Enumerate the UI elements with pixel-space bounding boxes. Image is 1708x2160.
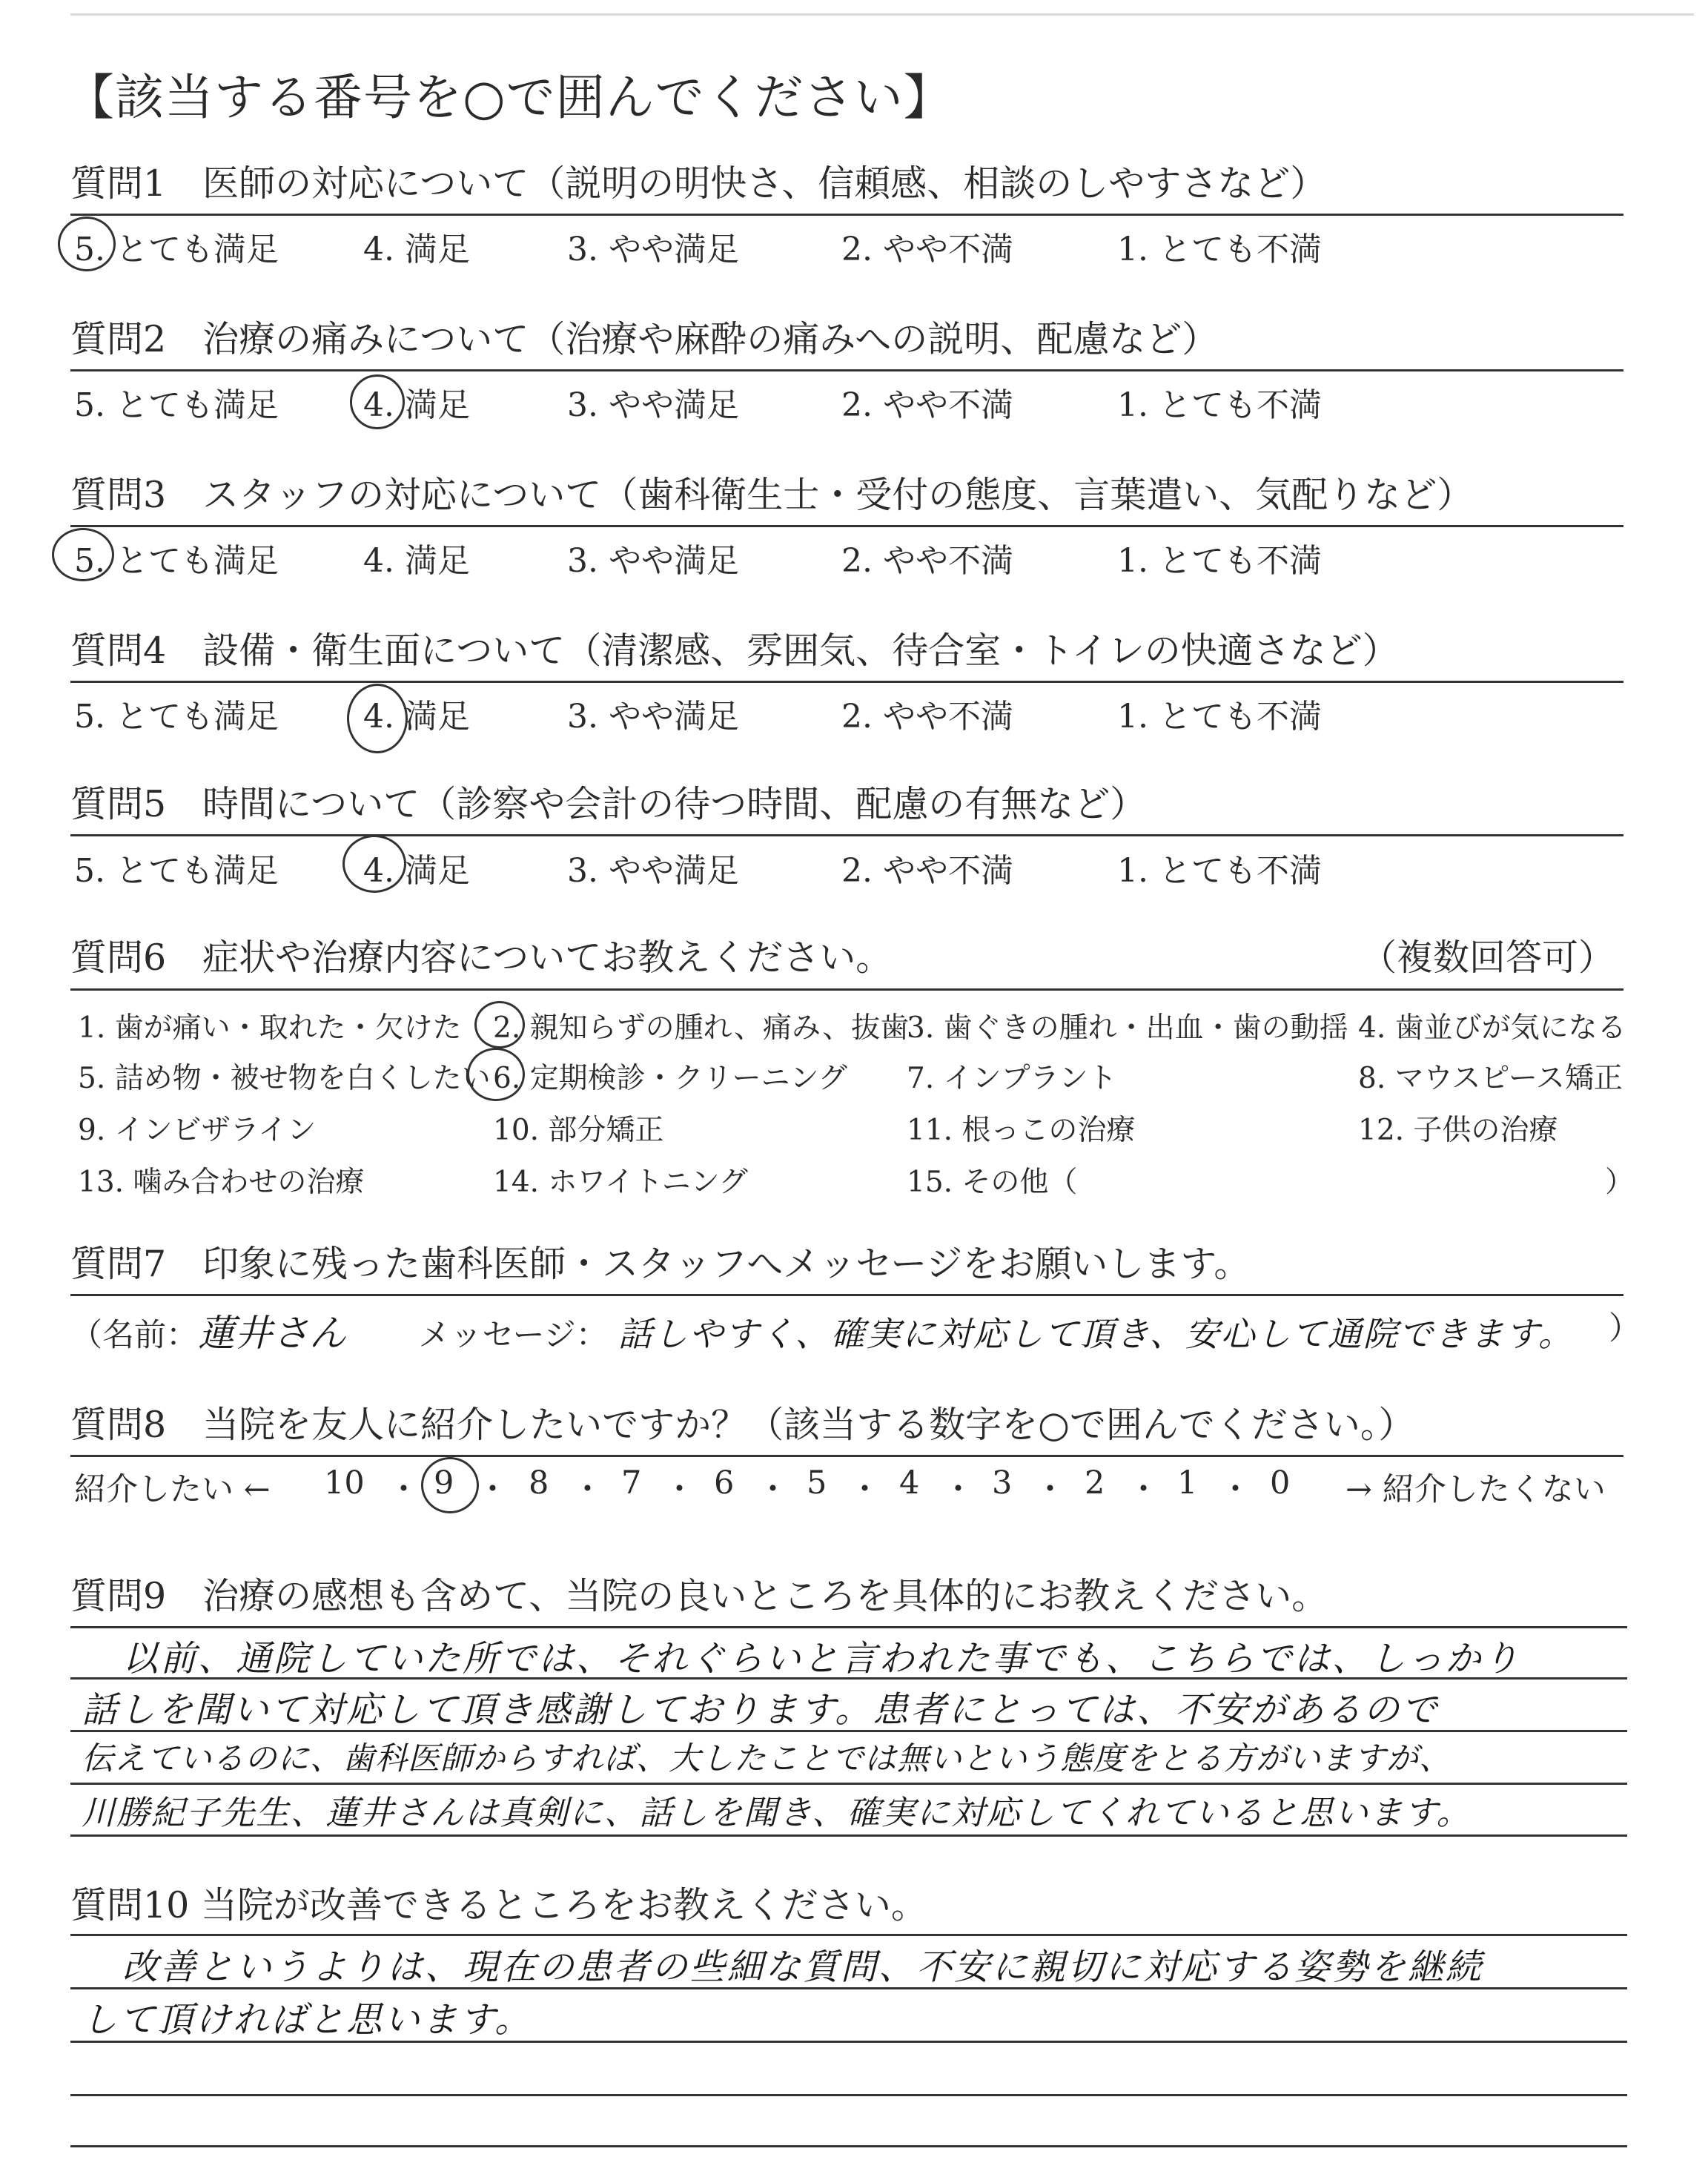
q6-option-5[interactable]: 5. 詰め物・被せ物を白くしたい [78,1062,491,1095]
q6-option-10[interactable]: 10. 部分矯正 [493,1114,664,1147]
q6-option-7[interactable]: 7. インプラント [907,1062,1117,1095]
scale-number-7[interactable]: 7 [621,1464,642,1502]
answer-rule [70,1934,1627,1936]
question-1-title: 質問1 医師の対応について（説明の明快さ、信頼感、相談のしやすさなど） [70,162,1327,205]
question-2 [70,317,1627,362]
answer-rule [70,1626,1627,1628]
option-2[interactable]: 2. やや不満 [841,852,1013,890]
option-3[interactable]: 3. やや満足 [567,698,739,736]
scale-dot: ・ [757,1471,789,1508]
question-4 [70,629,1627,673]
selection-circle [474,1001,525,1048]
option-1[interactable]: 1. とても不満 [1117,542,1322,580]
question-7-rule [70,1294,1623,1296]
q6-option-2[interactable]: 2. 親知らずの腫れ、痛み、抜歯 [493,1011,910,1045]
scale-number-0[interactable]: 0 [1270,1464,1291,1502]
scale-dot: ・ [1128,1471,1159,1508]
option-1[interactable]: 1. とても不満 [1117,386,1322,424]
option-4[interactable]: 4. 満足 [363,386,470,424]
question-5-rule [70,834,1623,836]
scale-left-label: 紹介したい ← [74,1471,271,1508]
question-10-title: 質問10 当院が改善できるところをお教えください。 [70,1884,927,1926]
question-10 [70,1883,1627,1928]
scale-dot: ・ [477,1471,509,1508]
q6-option-14[interactable]: 14. ホワイトニング [493,1166,748,1199]
selection-circle [58,217,116,271]
q6-option-15-close: ） [1605,1166,1635,1199]
option-2[interactable]: 2. やや不満 [841,542,1013,580]
option-5[interactable]: 5. とても満足 [74,698,279,736]
answer-9-line-2[interactable]: 話しを聞いて対応して頂き感謝しております。患者にとっては、不安があるので [82,1689,1440,1731]
question-7 [70,1242,1627,1287]
question-9-title: 質問9 治療の感想も含めて、当院の良いところを具体的にお教えください。 [70,1575,1328,1617]
scale-dot: ・ [849,1471,881,1508]
scale-dot: ・ [663,1471,695,1508]
scale-number-5[interactable]: 5 [807,1464,827,1502]
scale-number-10[interactable]: 10 [324,1464,365,1502]
option-1[interactable]: 1. とても不満 [1117,852,1322,890]
option-3[interactable]: 3. やや満足 [567,386,739,424]
q6-option-12[interactable]: 12. 子供の治療 [1358,1114,1558,1147]
option-4[interactable]: 4. 満足 [363,698,470,736]
scale-right-label: → 紹介したくない [1345,1471,1606,1508]
option-5[interactable]: 5. とても満足 [74,386,279,424]
question-7-message-line [70,1304,1627,1357]
q6-option-4[interactable]: 4. 歯並びが気になる [1358,1011,1626,1045]
answer-rule [70,2094,1627,2096]
answer-rule [70,1987,1627,1989]
scale-dot: ・ [1219,1471,1251,1508]
question-8 [70,1403,1627,1447]
q6-option-13[interactable]: 13. 噛み合わせの治療 [78,1166,365,1199]
q6-option-3[interactable]: 3. 歯ぐきの腫れ・出血・歯の動揺 [907,1011,1348,1045]
scale-number-6[interactable]: 6 [714,1464,735,1502]
scale-dot: ・ [388,1471,420,1508]
answer-rule [70,2145,1627,2147]
selection-circle [347,684,408,753]
question-3 [70,473,1627,518]
question-3-rule [70,525,1623,527]
question-4-options [70,690,1627,734]
question-3-title: 質問3 スタッフの対応について（歯科衛生士・受付の態度、言葉遣い、気配りなど） [70,474,1474,516]
option-5[interactable]: 5. とても満足 [74,231,279,268]
option-4[interactable]: 4. 満足 [363,542,470,580]
option-2[interactable]: 2. やや不満 [841,698,1013,736]
question-3-options [70,534,1627,578]
question-2-rule [70,369,1623,371]
answer-10-line-1[interactable]: 改善というよりは、現在の患者の些細な質問、不安に親切に対応する姿勢を継続 [122,1946,1484,1988]
option-3[interactable]: 3. やや満足 [567,542,739,580]
scale-dot: ・ [942,1471,974,1508]
selection-circle [52,528,114,581]
question-5-title: 質問5 時間について（診察や会計の待つ時間、配慮の有無など） [70,783,1147,825]
q6-option-9[interactable]: 9. インビザライン [78,1114,317,1147]
scale-number-1[interactable]: 1 [1177,1464,1198,1502]
name-value[interactable]: 蓮井さん [198,1312,346,1355]
question-9 [70,1574,1627,1619]
answer-rule [70,1834,1627,1837]
question-4-rule [70,681,1623,683]
selection-circle [350,374,405,429]
question-8-rule [70,1455,1623,1457]
scale-number-9[interactable]: 9 [434,1464,454,1502]
selection-circle [342,835,406,893]
question-5-options [70,844,1627,888]
scale-number-8[interactable]: 8 [529,1464,549,1502]
scale-number-2[interactable]: 2 [1085,1464,1105,1502]
question-7-title: 質問7 印象に残った歯科医師・スタッフへメッセージをお願いします。 [70,1243,1251,1285]
scale-number-3[interactable]: 3 [992,1464,1013,1502]
question-2-title: 質問2 治療の痛みについて（治療や麻酔の痛みへの説明、配慮など） [70,318,1219,360]
answer-rule [70,1730,1627,1732]
answer-9-line-3[interactable]: 伝えているのに、歯科医師からすれば、大したことでは無いという態度をとる方がいますが、 [82,1740,1452,1777]
question-1 [70,162,1627,206]
question-6-title: 質問6 症状や治療内容についてお教えください。 [70,937,893,979]
selection-circle [467,1048,525,1101]
q6-option-11[interactable]: 11. 根っこの治療 [907,1114,1136,1147]
answer-rule [70,2041,1627,2043]
option-4[interactable]: 4. 満足 [363,852,470,890]
selection-circle [421,1457,479,1513]
option-2[interactable]: 2. やや不満 [841,386,1013,424]
scale-number-4[interactable]: 4 [899,1464,920,1502]
page-title: 【該当する番号を○で囲んでください】 [65,69,953,126]
option-5[interactable]: 5. とても満足 [74,542,279,580]
question-1-rule [70,214,1623,216]
scale-dot: ・ [572,1471,603,1508]
question-2-options [70,378,1627,423]
option-3[interactable]: 3. やや満足 [567,852,739,890]
message-close: ） [1609,1310,1641,1347]
answer-9-line-1[interactable]: 以前、通院していた所では、それぐらいと言われた事でも、こちらでは、しっかり [122,1638,1521,1680]
q6-option-8[interactable]: 8. マウスピース矯正 [1358,1062,1623,1095]
question-4-title: 質問4 設備・衛生面について（清潔感、雰囲気、待合室・トイレの快適さなど） [70,630,1399,672]
message-label: メッセージ： [418,1317,608,1354]
message-value[interactable]: 話しやすく、確実に対応して頂き、安心して通院できます。 [618,1314,1574,1354]
answer-rule [70,1783,1627,1785]
question-6-rule [70,988,1623,991]
option-2[interactable]: 2. やや不満 [841,231,1013,268]
option-4[interactable]: 4. 満足 [363,231,470,268]
question-6-note: （複数回答可） [1360,937,1615,979]
q6-option-1[interactable]: 1. 歯が痛い・取れた・欠けた [78,1011,462,1045]
name-label: （名前： [70,1317,198,1354]
q6-option-6[interactable]: 6. 定期検診・クリーニング [493,1062,847,1095]
question-1-options [70,222,1627,267]
q6-option-15[interactable]: 15. その他（ [907,1166,1078,1199]
option-3[interactable]: 3. やや満足 [567,231,739,268]
question-8-title: 質問8 当院を友人に紹介したいですか？（該当する数字を○で囲んでください。） [70,1404,1415,1446]
top-divider [70,13,1694,16]
question-5 [70,782,1627,827]
answer-rule [70,1677,1627,1680]
option-1[interactable]: 1. とても不満 [1117,698,1322,736]
option-5[interactable]: 5. とても満足 [74,852,279,890]
scale-dot: ・ [1034,1471,1066,1508]
option-1[interactable]: 1. とても不満 [1117,231,1322,268]
answer-9-line-4[interactable]: 川勝紀子先生、蓮井さんは真剣に、話しを聞き、確実に対応してくれていると思います。 [82,1793,1472,1832]
answer-10-line-2[interactable]: して頂ければと思います。 [82,1999,533,2041]
